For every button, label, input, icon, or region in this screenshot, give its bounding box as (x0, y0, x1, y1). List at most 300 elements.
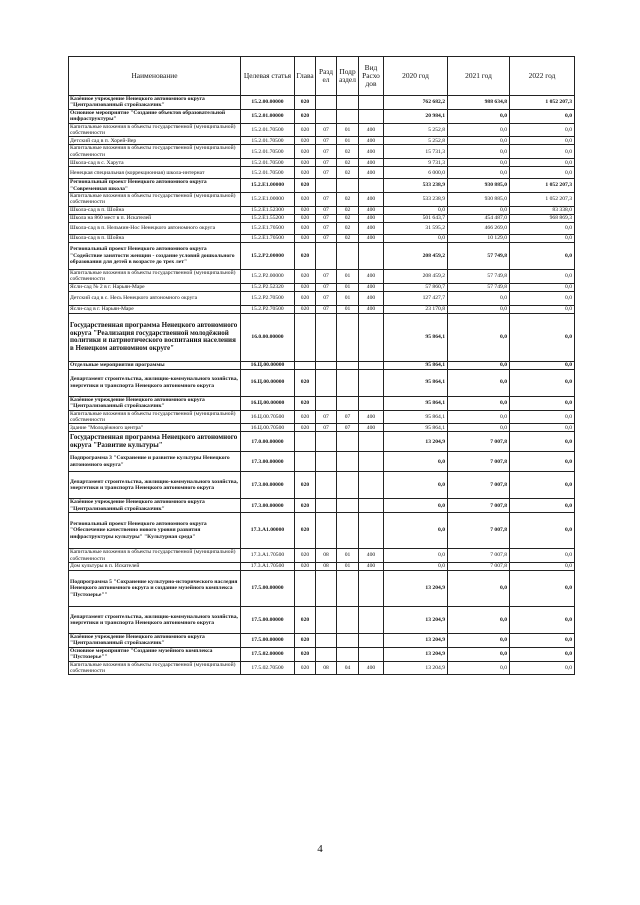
cell-expense-type: 400 (359, 137, 384, 145)
cell-name: Департамент строительства, жилищно-коммунального хозяйства, энергетики и транспорта Ненецкого автономного округа (69, 606, 241, 633)
cell-year-2021: 0,0 (448, 137, 510, 145)
cell-subsection: 02 (337, 234, 359, 242)
cell-expense-type: 400 (359, 424, 384, 432)
cell-section: 07 (316, 137, 337, 145)
cell-year-2022: 0,0 (510, 305, 575, 313)
cell-section (316, 313, 337, 361)
cell-name: Основное мероприятие "Создание музейного комплекса "Пустозерье"" (69, 647, 241, 661)
cell-year-2021: 0,0 (448, 167, 510, 179)
header-name: Наименование (69, 57, 241, 96)
cell-section (316, 432, 337, 452)
cell-year-2022: 0,0 (510, 361, 575, 369)
table-row (69, 472, 575, 499)
cell-subsection (337, 472, 359, 499)
cell-year-2020: 31 595,2 (384, 222, 448, 234)
header-section: Разд ел (316, 57, 337, 96)
cell-name: Казённое учреждение Ненецкого автономного округа "Централизованный стройзаказчик" (69, 96, 241, 110)
cell-year-2022: 0,0 (510, 396, 575, 410)
table-row (69, 499, 575, 513)
cell-chapter: 020 (295, 513, 316, 549)
cell-expense-type (359, 647, 384, 661)
cell-section: 08 (316, 549, 337, 563)
cell-year-2021: 930 885,0 (448, 193, 510, 207)
cell-section: 07 (316, 214, 337, 222)
cell-expense-type: 400 (359, 214, 384, 222)
cell-chapter: 020 (295, 159, 316, 167)
cell-year-2020: 13 204,9 (384, 570, 448, 606)
cell-target-article: 17.3.00.00000 (241, 452, 295, 472)
cell-section (316, 369, 337, 396)
cell-year-2021: 988 634,8 (448, 96, 510, 110)
cell-year-2022: 1 052 207,3 (510, 193, 575, 207)
cell-year-2022: 0,0 (510, 269, 575, 283)
cell-target-article: 15.2.01.70500 (241, 137, 295, 145)
cell-year-2020: 95 864,1 (384, 396, 448, 410)
cell-section (316, 396, 337, 410)
cell-subsection: 04 (337, 661, 359, 675)
cell-year-2020: 13 204,9 (384, 661, 448, 675)
cell-year-2020: 0,0 (384, 499, 448, 513)
cell-target-article: 15.2.01.00000 (241, 109, 295, 123)
table-row (69, 145, 575, 159)
cell-section: 07 (316, 283, 337, 291)
cell-subsection: 02 (337, 222, 359, 234)
cell-name: Школа-сад в п. Шойна (69, 206, 241, 214)
budget-table-sheet (68, 56, 574, 675)
table-row (69, 96, 575, 110)
cell-year-2021: 10 129,0 (448, 234, 510, 242)
cell-year-2021: 57 749,8 (448, 269, 510, 283)
cell-year-2020: 0,0 (384, 562, 448, 570)
cell-subsection: 02 (337, 193, 359, 207)
cell-name: Подпрограмма 5 "Сохранение культурно-исторического наследия Ненецкого автономного округа и создание музейного комплекса "Пустозерье"" (69, 570, 241, 606)
cell-subsection (337, 396, 359, 410)
cell-year-2020: 13 204,9 (384, 633, 448, 647)
cell-year-2020: 13 204,9 (384, 647, 448, 661)
cell-target-article: 15.2.01.70500 (241, 145, 295, 159)
cell-chapter: 020 (295, 369, 316, 396)
cell-year-2020: 762 682,2 (384, 96, 448, 110)
table-row (69, 606, 575, 633)
header-chapter: Глава (295, 57, 316, 96)
cell-expense-type: 400 (359, 283, 384, 291)
table-row (69, 222, 575, 234)
cell-name: Капитальные вложения в объекты государственной (муниципальной) собственности (69, 123, 241, 137)
cell-section (316, 96, 337, 110)
cell-year-2022: 0,0 (510, 167, 575, 179)
header-target-article: Целевая статья (241, 57, 295, 96)
cell-section: 07 (316, 206, 337, 214)
cell-name: Государственная программа Ненецкого автономного округа "Развитие культуры" (69, 432, 241, 452)
cell-section (316, 452, 337, 472)
cell-section: 07 (316, 291, 337, 305)
cell-name: Департамент строительства, жилищно-коммунального хозяйства, энергетики и транспорта Ненецкого автономного округа (69, 472, 241, 499)
cell-name: Капитальные вложения в объекты государственной (муниципальной) собственности (69, 661, 241, 675)
cell-target-article: 16.Ц.00.00000 (241, 361, 295, 369)
cell-section (316, 109, 337, 123)
table-row (69, 291, 575, 305)
cell-year-2021: 0,0 (448, 633, 510, 647)
cell-year-2020: 533 238,9 (384, 193, 448, 207)
cell-year-2020: 0,0 (384, 234, 448, 242)
table-row (69, 396, 575, 410)
cell-expense-type: 400 (359, 123, 384, 137)
table-row (69, 570, 575, 606)
cell-year-2020: 95 864,1 (384, 369, 448, 396)
table-header-row (69, 57, 575, 96)
table-row (69, 361, 575, 369)
cell-expense-type: 400 (359, 167, 384, 179)
cell-year-2020: 533 238,9 (384, 179, 448, 193)
cell-target-article: 17.3.A1.70500 (241, 549, 295, 563)
table-row (69, 193, 575, 207)
cell-year-2020: 15 731,3 (384, 145, 448, 159)
cell-subsection: 01 (337, 123, 359, 137)
cell-subsection: 01 (337, 269, 359, 283)
cell-year-2021: 0,0 (448, 313, 510, 361)
cell-year-2021: 7 007,8 (448, 499, 510, 513)
cell-target-article: 17.5.02.70500 (241, 661, 295, 675)
cell-chapter: 020 (295, 179, 316, 193)
cell-chapter: 020 (295, 269, 316, 283)
cell-year-2020: 127 427,7 (384, 291, 448, 305)
cell-section (316, 513, 337, 549)
cell-target-article: 15.2.01.70500 (241, 167, 295, 179)
cell-expense-type (359, 633, 384, 647)
cell-year-2020: 95 864,1 (384, 361, 448, 369)
cell-chapter (295, 432, 316, 452)
cell-expense-type (359, 313, 384, 361)
cell-year-2021: 57 749,8 (448, 283, 510, 291)
cell-expense-type: 400 (359, 269, 384, 283)
cell-name: Региональный проект Ненецкого автономного округа "Современная школа" (69, 179, 241, 193)
cell-subsection: 02 (337, 214, 359, 222)
cell-name: Здание "Молодёжного центра" (69, 424, 241, 432)
header-year-2021: 2021 год (448, 57, 510, 96)
cell-target-article: 16.0.00.00000 (241, 313, 295, 361)
cell-subsection (337, 606, 359, 633)
cell-year-2021: 0,0 (448, 206, 510, 214)
cell-subsection (337, 313, 359, 361)
table-row (69, 179, 575, 193)
cell-year-2021: 930 885,0 (448, 179, 510, 193)
cell-year-2022: 0,0 (510, 606, 575, 633)
cell-expense-type: 400 (359, 305, 384, 313)
cell-chapter: 020 (295, 145, 316, 159)
table-row (69, 313, 575, 361)
cell-year-2020: 6 000,0 (384, 167, 448, 179)
cell-year-2021: 466 269,0 (448, 222, 510, 234)
budget-table (68, 56, 575, 675)
cell-year-2021: 0,0 (448, 570, 510, 606)
cell-year-2022: 0,0 (510, 369, 575, 396)
cell-target-article: 15.2.E1.70500 (241, 234, 295, 242)
cell-expense-type: 400 (359, 145, 384, 159)
cell-section: 07 (316, 145, 337, 159)
cell-subsection: 01 (337, 549, 359, 563)
cell-year-2022: 0,0 (510, 499, 575, 513)
cell-name: Школа-сад в п. Нельмин-Нос Ненецкого автономного округа (69, 222, 241, 234)
cell-name: Школа-сад в п. Шойна (69, 234, 241, 242)
table-row (69, 562, 575, 570)
cell-year-2020: 5 252,8 (384, 137, 448, 145)
cell-year-2020: 208 459,2 (384, 242, 448, 269)
cell-name: Детский сад в с. Несь Ненецкого автономного округа (69, 291, 241, 305)
cell-year-2021: 0,0 (448, 159, 510, 167)
cell-section: 07 (316, 234, 337, 242)
cell-section (316, 361, 337, 369)
cell-year-2020: 13 204,9 (384, 432, 448, 452)
cell-name: Капитальные вложения в объекты государственной (муниципальной) собственности (69, 193, 241, 207)
table-row (69, 283, 575, 291)
cell-year-2020: 57 860,7 (384, 283, 448, 291)
cell-target-article: 17.3.00.00000 (241, 472, 295, 499)
cell-section: 07 (316, 424, 337, 432)
cell-target-article: 16.Ц.00.00000 (241, 369, 295, 396)
cell-target-article: 16.Ц.00.70500 (241, 410, 295, 424)
cell-expense-type: 400 (359, 234, 384, 242)
cell-year-2021: 0,0 (448, 291, 510, 305)
cell-name: Дом культуры в п. Искателей (69, 562, 241, 570)
cell-target-article: 15.2.P2.70500 (241, 291, 295, 305)
cell-year-2022: 0,0 (510, 313, 575, 361)
cell-year-2021: 454 487,0 (448, 214, 510, 222)
header-expense-type: Вид Расхо дов (359, 57, 384, 96)
cell-name: Капитальные вложения в объекты государственной (муниципальной) собственности (69, 145, 241, 159)
cell-year-2021: 0,0 (448, 661, 510, 675)
cell-target-article: 15.2.E1.00000 (241, 193, 295, 207)
cell-year-2022: 0,0 (510, 633, 575, 647)
cell-year-2022: 968 869,3 (510, 214, 575, 222)
cell-year-2022: 83 338,0 (510, 206, 575, 214)
cell-target-article: 15.2.E1.55200 (241, 214, 295, 222)
cell-expense-type (359, 499, 384, 513)
cell-chapter: 020 (295, 214, 316, 222)
cell-year-2022: 0,0 (510, 570, 575, 606)
cell-year-2022: 0,0 (510, 432, 575, 452)
cell-chapter: 020 (295, 499, 316, 513)
cell-year-2022: 0,0 (510, 452, 575, 472)
cell-subsection (337, 570, 359, 606)
cell-year-2022: 0,0 (510, 283, 575, 291)
cell-subsection (337, 109, 359, 123)
cell-subsection: 01 (337, 562, 359, 570)
cell-year-2021: 7 007,8 (448, 472, 510, 499)
cell-subsection: 01 (337, 137, 359, 145)
cell-section: 07 (316, 123, 337, 137)
cell-section (316, 499, 337, 513)
cell-expense-type: 400 (359, 222, 384, 234)
cell-chapter: 020 (295, 647, 316, 661)
cell-chapter (295, 361, 316, 369)
cell-chapter (295, 452, 316, 472)
table-row (69, 159, 575, 167)
table-row (69, 242, 575, 269)
cell-year-2021: 7 007,8 (448, 513, 510, 549)
table-row (69, 214, 575, 222)
cell-name: Капитальные вложения в объекты государственной (муниципальной) собственности (69, 410, 241, 424)
cell-year-2022: 0,0 (510, 159, 575, 167)
cell-target-article: 15.2.E1.52300 (241, 206, 295, 214)
cell-name: Школа-сад в с. Харута (69, 159, 241, 167)
cell-year-2020: 95 864,1 (384, 424, 448, 432)
table-row (69, 234, 575, 242)
cell-year-2020: 0,0 (384, 206, 448, 214)
cell-target-article: 17.0.00.00000 (241, 432, 295, 452)
cell-chapter: 020 (295, 109, 316, 123)
table-row (69, 123, 575, 137)
cell-subsection: 02 (337, 206, 359, 214)
cell-name: Региональный проект Ненецкого автономного округа "Обеспечение качественно нового уровня развития инфраструктуры культуры" "Культурная среда" (69, 513, 241, 549)
table-row (69, 109, 575, 123)
cell-subsection (337, 432, 359, 452)
cell-target-article: 17.5.00.00000 (241, 606, 295, 633)
cell-year-2020: 13 204,9 (384, 606, 448, 633)
cell-chapter: 020 (295, 305, 316, 313)
cell-subsection: 07 (337, 424, 359, 432)
cell-section: 08 (316, 661, 337, 675)
cell-year-2022: 0,0 (510, 109, 575, 123)
cell-subsection (337, 96, 359, 110)
cell-year-2021: 0,0 (448, 123, 510, 137)
cell-chapter: 020 (295, 167, 316, 179)
cell-year-2022: 0,0 (510, 123, 575, 137)
cell-expense-type: 400 (359, 291, 384, 305)
cell-name: Ненецкая специальная (коррекционная) школа-интернат (69, 167, 241, 179)
cell-expense-type (359, 513, 384, 549)
cell-year-2020: 0,0 (384, 472, 448, 499)
cell-chapter: 020 (295, 410, 316, 424)
cell-subsection (337, 452, 359, 472)
cell-section: 07 (316, 269, 337, 283)
cell-expense-type (359, 109, 384, 123)
table-row (69, 647, 575, 661)
cell-name: Ясли-сад в г. Нарьян-Маре (69, 305, 241, 313)
cell-chapter: 020 (295, 234, 316, 242)
cell-name: Департамент строительства, жилищно-коммунального хозяйства, энергетики и транспорта Ненецкого автономного округа (69, 369, 241, 396)
table-body (69, 96, 575, 675)
cell-year-2022: 0,0 (510, 424, 575, 432)
cell-year-2021: 7 007,8 (448, 562, 510, 570)
cell-year-2021: 7 007,8 (448, 432, 510, 452)
header-year-2022: 2022 год (510, 57, 575, 96)
cell-year-2020: 20 984,1 (384, 109, 448, 123)
cell-section (316, 570, 337, 606)
cell-chapter: 020 (295, 661, 316, 675)
table-row (69, 369, 575, 396)
header-subsection: Подр аздел (337, 57, 359, 96)
cell-section (316, 606, 337, 633)
cell-year-2021: 0,0 (448, 396, 510, 410)
cell-target-article: 17.3.A1.70500 (241, 562, 295, 570)
cell-name: Региональный проект Ненецкого автономного округа "Содействие занятости женщин - создание условий дошкольного образования для детей в возрасте до трех лет" (69, 242, 241, 269)
cell-year-2020: 501 643,7 (384, 214, 448, 222)
cell-year-2021: 0,0 (448, 305, 510, 313)
cell-year-2020: 95 864,1 (384, 313, 448, 361)
table-row (69, 513, 575, 549)
cell-expense-type (359, 369, 384, 396)
table-row (69, 424, 575, 432)
cell-target-article: 17.5.00.00000 (241, 570, 295, 606)
cell-name: Отдельные мероприятия программы (69, 361, 241, 369)
cell-expense-type (359, 396, 384, 410)
table-row (69, 269, 575, 283)
cell-subsection (337, 633, 359, 647)
cell-subsection: 02 (337, 159, 359, 167)
cell-section: 07 (316, 159, 337, 167)
cell-year-2021: 0,0 (448, 647, 510, 661)
cell-year-2020: 9 731,3 (384, 159, 448, 167)
cell-target-article: 15.2.01.70500 (241, 123, 295, 137)
cell-subsection (337, 242, 359, 269)
cell-target-article: 15.2.P2.00000 (241, 269, 295, 283)
cell-expense-type (359, 606, 384, 633)
cell-name: Школа на 860 мест в п. Искателей (69, 214, 241, 222)
cell-year-2021: 57 749,8 (448, 242, 510, 269)
cell-chapter: 020 (295, 242, 316, 269)
cell-target-article: 16.Ц.00.70500 (241, 424, 295, 432)
cell-chapter: 020 (295, 424, 316, 432)
cell-subsection: 01 (337, 291, 359, 305)
cell-name: Казённое учреждение Ненецкого автономного округа "Централизованный стройзаказчик" (69, 396, 241, 410)
cell-expense-type (359, 472, 384, 499)
cell-section (316, 472, 337, 499)
cell-section (316, 647, 337, 661)
cell-expense-type (359, 96, 384, 110)
cell-target-article: 15.2.P2.70500 (241, 305, 295, 313)
cell-year-2022: 1 052 207,3 (510, 179, 575, 193)
cell-chapter: 020 (295, 562, 316, 570)
cell-subsection: 02 (337, 145, 359, 159)
cell-expense-type: 400 (359, 562, 384, 570)
cell-year-2022: 0,0 (510, 472, 575, 499)
cell-year-2021: 0,0 (448, 606, 510, 633)
cell-expense-type (359, 361, 384, 369)
cell-section: 08 (316, 562, 337, 570)
cell-chapter: 020 (295, 633, 316, 647)
cell-section: 07 (316, 193, 337, 207)
cell-subsection (337, 647, 359, 661)
cell-expense-type (359, 432, 384, 452)
cell-target-article: 17.3.00.00000 (241, 499, 295, 513)
table-row (69, 305, 575, 313)
cell-expense-type: 400 (359, 206, 384, 214)
cell-year-2020: 23 170,8 (384, 305, 448, 313)
cell-name: Капитальные вложения в объекты государственной (муниципальной) собственности (69, 549, 241, 563)
cell-chapter: 020 (295, 283, 316, 291)
cell-year-2020: 95 864,1 (384, 410, 448, 424)
cell-section: 07 (316, 305, 337, 313)
cell-chapter: 020 (295, 206, 316, 214)
cell-expense-type (359, 452, 384, 472)
cell-target-article: 15.2.01.70500 (241, 159, 295, 167)
cell-expense-type (359, 179, 384, 193)
cell-subsection (337, 179, 359, 193)
cell-subsection (337, 361, 359, 369)
cell-expense-type (359, 242, 384, 269)
table-row (69, 452, 575, 472)
cell-subsection (337, 499, 359, 513)
cell-name: Подпрограмма 3 "Сохранение и развитие культуры Ненецкого автономного округа" (69, 452, 241, 472)
cell-name: Капитальные вложения в объекты государственной (муниципальной) собственности (69, 269, 241, 283)
cell-section (316, 179, 337, 193)
table-row (69, 206, 575, 214)
cell-expense-type: 400 (359, 193, 384, 207)
cell-chapter: 020 (295, 291, 316, 305)
cell-target-article: 17.3.A1.00000 (241, 513, 295, 549)
table-row (69, 432, 575, 452)
cell-section (316, 242, 337, 269)
